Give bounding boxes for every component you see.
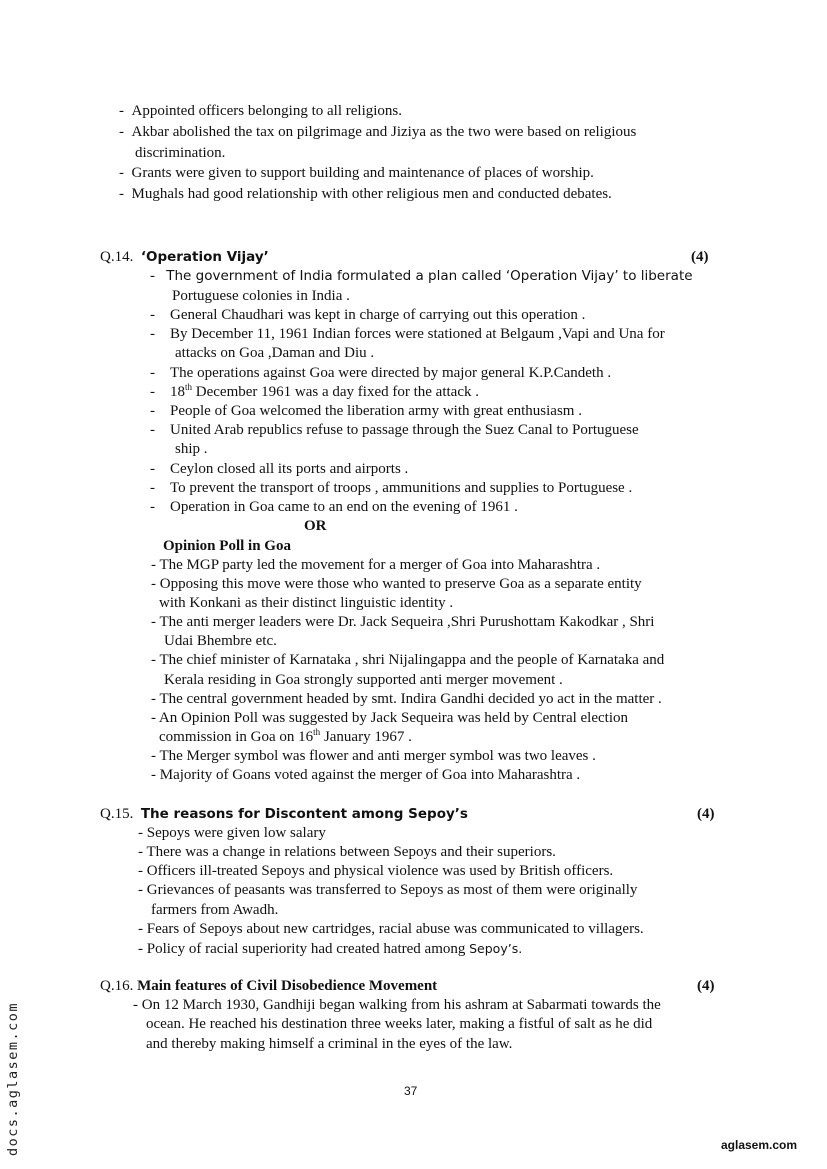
list-item-continuation: Kerala residing in Goa strongly supported anti merger movement .	[164, 672, 563, 688]
question-marks: (4)	[697, 978, 715, 994]
list-item-continuation: Udai Bhembre etc.	[164, 633, 277, 649]
question-label: Q.15.	[100, 806, 134, 822]
list-item: - Sepoys were given low salary	[138, 825, 326, 841]
list-item: - Majority of Goans voted against the merger of Goa into Maharashtra .	[151, 767, 581, 783]
list-item: - On 12 March 1930, Gandhiji began walking from his ashram at Sabarmati towards the	[133, 997, 661, 1013]
list-item-continuation: ship .	[175, 441, 208, 457]
list-item: - Akbar abolished the tax on pilgrimage and Jiziya as the two were based on religious	[119, 124, 637, 140]
question-marks: (4)	[691, 249, 709, 265]
question-label: Q.14.	[100, 249, 134, 265]
list-item: - Grants were given to support building and maintenance of places of worship.	[119, 165, 594, 181]
list-item: - There was a change in relations between Sepoys and their superiors.	[138, 844, 556, 860]
list-item: - Operation in Goa came to an end on the evening of 1961 .	[150, 499, 518, 515]
list-item: - An Opinion Poll was suggested by Jack Sequeira was held by Central election	[151, 710, 628, 726]
or-separator: OR	[304, 518, 327, 534]
list-item-continuation: discrimination.	[135, 145, 226, 161]
list-item: - The operations against Goa were directed by major general K.P.Candeth .	[150, 365, 612, 381]
list-item: - 18th December 1961 was a day fixed for the attack .	[150, 382, 479, 400]
question-title: The reasons for Discontent among Sepoy’s	[140, 806, 468, 822]
question-marks: (4)	[697, 806, 715, 822]
list-item: - Officers ill-treated Sepoys and physical violence was used by British officers.	[138, 863, 614, 879]
list-item: - Mughals had good relationship with other religious men and conducted debates.	[119, 186, 612, 202]
side-watermark: docs.aglasem.com	[5, 1001, 21, 1156]
list-item-continuation: and thereby making himself a criminal in the eyes of the law.	[146, 1036, 513, 1052]
list-item-continuation: ocean. He reached his destination three weeks later, making a fistful of salt as he did	[146, 1016, 653, 1032]
list-item-continuation: with Konkani as their distinct linguistic identity .	[159, 595, 454, 611]
question-title: Main features of Civil Disobedience Movement	[137, 978, 438, 994]
list-item: - Ceylon closed all its ports and airports .	[150, 461, 409, 477]
list-item: - The central government headed by smt. Indira Gandhi decided yo act in the matter .	[151, 691, 662, 707]
list-item: - By December 11, 1961 Indian forces were stationed at Belgaum ,Vapi and Una for	[150, 326, 665, 342]
list-item: - Opposing this move were those who wanted to preserve Goa as a separate entity	[151, 576, 642, 592]
list-item: - United Arab republics refuse to passage through the Suez Canal to Portuguese	[150, 422, 639, 438]
question-title: ‘Operation Vijay’	[140, 249, 269, 265]
list-item: - To prevent the transport of troops , ammunitions and supplies to Portuguese .	[150, 480, 633, 496]
list-item: - The chief minister of Karnataka , shri Nijalingappa and the people of Karnataka and	[151, 652, 665, 668]
list-item-continuation: Portuguese colonies in India .	[172, 288, 350, 304]
list-item: - The anti merger leaders were Dr. Jack Sequeira ,Shri Purushottam Kakodkar , Shri	[151, 614, 655, 630]
list-item: - General Chaudhari was kept in charge of carrying out this operation .	[150, 307, 586, 323]
list-item: - Appointed officers belonging to all religions.	[119, 103, 403, 119]
list-item: - The government of India formulated a plan called ‘Operation Vijay’ to liberate	[150, 268, 693, 284]
question-heading	[100, 805, 468, 824]
alternative-title: Opinion Poll in Goa	[163, 538, 291, 554]
page-number: 37	[404, 1084, 418, 1098]
question-label: Q.16.	[100, 978, 134, 994]
list-item: - Grievances of peasants was transferred to Sepoys as most of them were originally	[138, 882, 638, 898]
question-heading	[100, 977, 437, 996]
list-item-continuation: farmers from Awadh.	[151, 902, 279, 918]
list-item-continuation: attacks on Goa ,Daman and Diu .	[175, 345, 375, 361]
list-item: - People of Goa welcomed the liberation army with great enthusiasm .	[150, 403, 582, 419]
list-item: - The MGP party led the movement for a merger of Goa into Maharashtra .	[151, 557, 601, 573]
list-item: - Policy of racial superiority had created hatred among Sepoy’s.	[138, 941, 523, 957]
question-heading	[100, 248, 269, 267]
list-item: - Fears of Sepoys about new cartridges, racial abuse was communicated to villagers.	[138, 921, 644, 937]
list-item-continuation: commission in Goa on 16th January 1967 .	[159, 727, 412, 745]
site-label: aglasem.com	[721, 1138, 798, 1152]
list-item: - The Merger symbol was flower and anti merger symbol was two leaves .	[151, 748, 596, 764]
